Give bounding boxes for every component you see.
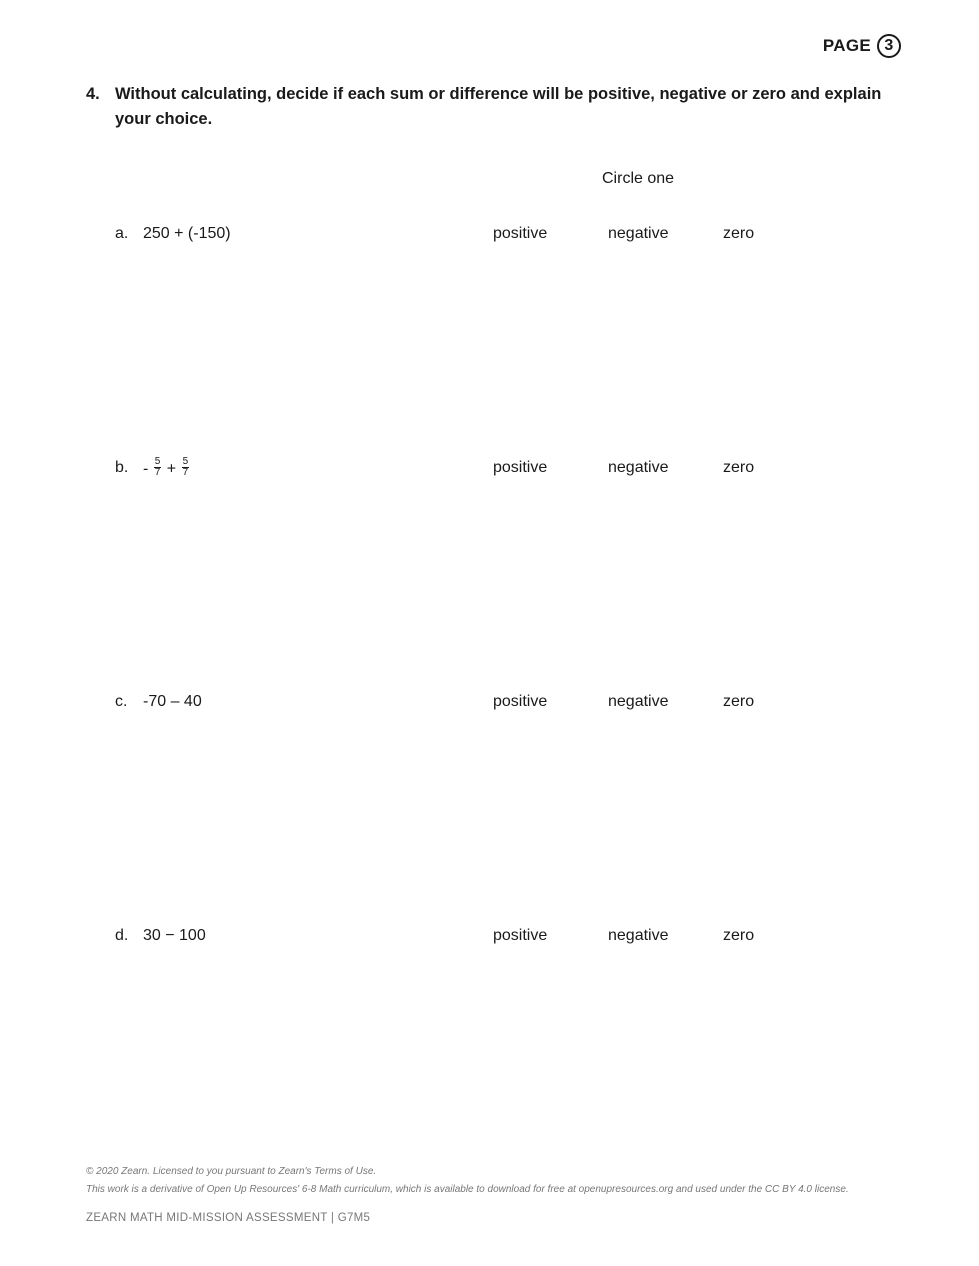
option-zero[interactable]: zero bbox=[723, 927, 755, 944]
item-expression: 30 − 100 bbox=[143, 927, 206, 944]
item-letter: b. bbox=[115, 459, 129, 476]
copyright-notice: © 2020 Zearn. Licensed to you pursuant to Zearn's Terms of Use. bbox=[86, 1166, 377, 1177]
option-negative[interactable]: negative bbox=[608, 693, 669, 710]
option-negative[interactable]: negative bbox=[608, 459, 669, 476]
fraction bbox=[154, 457, 162, 478]
option-negative[interactable]: negative bbox=[608, 225, 669, 242]
question-text: Without calculating, decide if each sum or difference will be positive, negative or zero and explain your choice. bbox=[115, 85, 882, 128]
item-b bbox=[115, 456, 815, 483]
option-negative[interactable]: negative bbox=[608, 927, 669, 944]
circle-one-instruction: Circle one bbox=[602, 170, 675, 187]
expr-operator: + bbox=[166, 460, 177, 478]
footer-legal bbox=[86, 1163, 849, 1199]
question-number: 4. bbox=[86, 85, 100, 103]
option-zero[interactable]: zero bbox=[723, 225, 755, 242]
option-positive[interactable]: positive bbox=[493, 225, 548, 242]
footer-title: ZEARN MATH MID-MISSION ASSESSMENT | G7M5 bbox=[86, 1212, 371, 1224]
item-expression bbox=[143, 456, 190, 480]
option-positive[interactable]: positive bbox=[493, 927, 548, 944]
fraction-numerator: 5 bbox=[182, 456, 189, 467]
expr-sign: - bbox=[143, 460, 149, 478]
item-d bbox=[115, 927, 815, 951]
item-letter: a. bbox=[115, 225, 129, 242]
item-expression: -70 – 40 bbox=[143, 693, 202, 710]
item-a bbox=[115, 225, 815, 249]
item-expression: 250 + (-150) bbox=[143, 225, 231, 242]
item-letter: c. bbox=[115, 693, 128, 710]
page-word: PAGE bbox=[822, 36, 871, 55]
page-indicator bbox=[823, 34, 901, 58]
page-number: 3 bbox=[877, 34, 901, 58]
fraction-numerator: 5 bbox=[154, 456, 161, 467]
option-positive[interactable]: positive bbox=[493, 459, 548, 476]
option-zero[interactable]: zero bbox=[723, 693, 755, 710]
item-c bbox=[115, 693, 815, 717]
item-letter: d. bbox=[115, 927, 129, 944]
license-notice: This work is a derivative of Open Up Resources' 6-8 Math curriculum, which is available to download for free at openupresources.org and used under the CC BY 4.0 license. bbox=[86, 1184, 849, 1195]
option-zero[interactable]: zero bbox=[723, 459, 755, 476]
fraction-denominator: 7 bbox=[182, 467, 189, 478]
fraction bbox=[182, 457, 190, 478]
fraction-denominator: 7 bbox=[154, 467, 161, 478]
option-positive[interactable]: positive bbox=[493, 693, 548, 710]
question bbox=[86, 82, 896, 132]
